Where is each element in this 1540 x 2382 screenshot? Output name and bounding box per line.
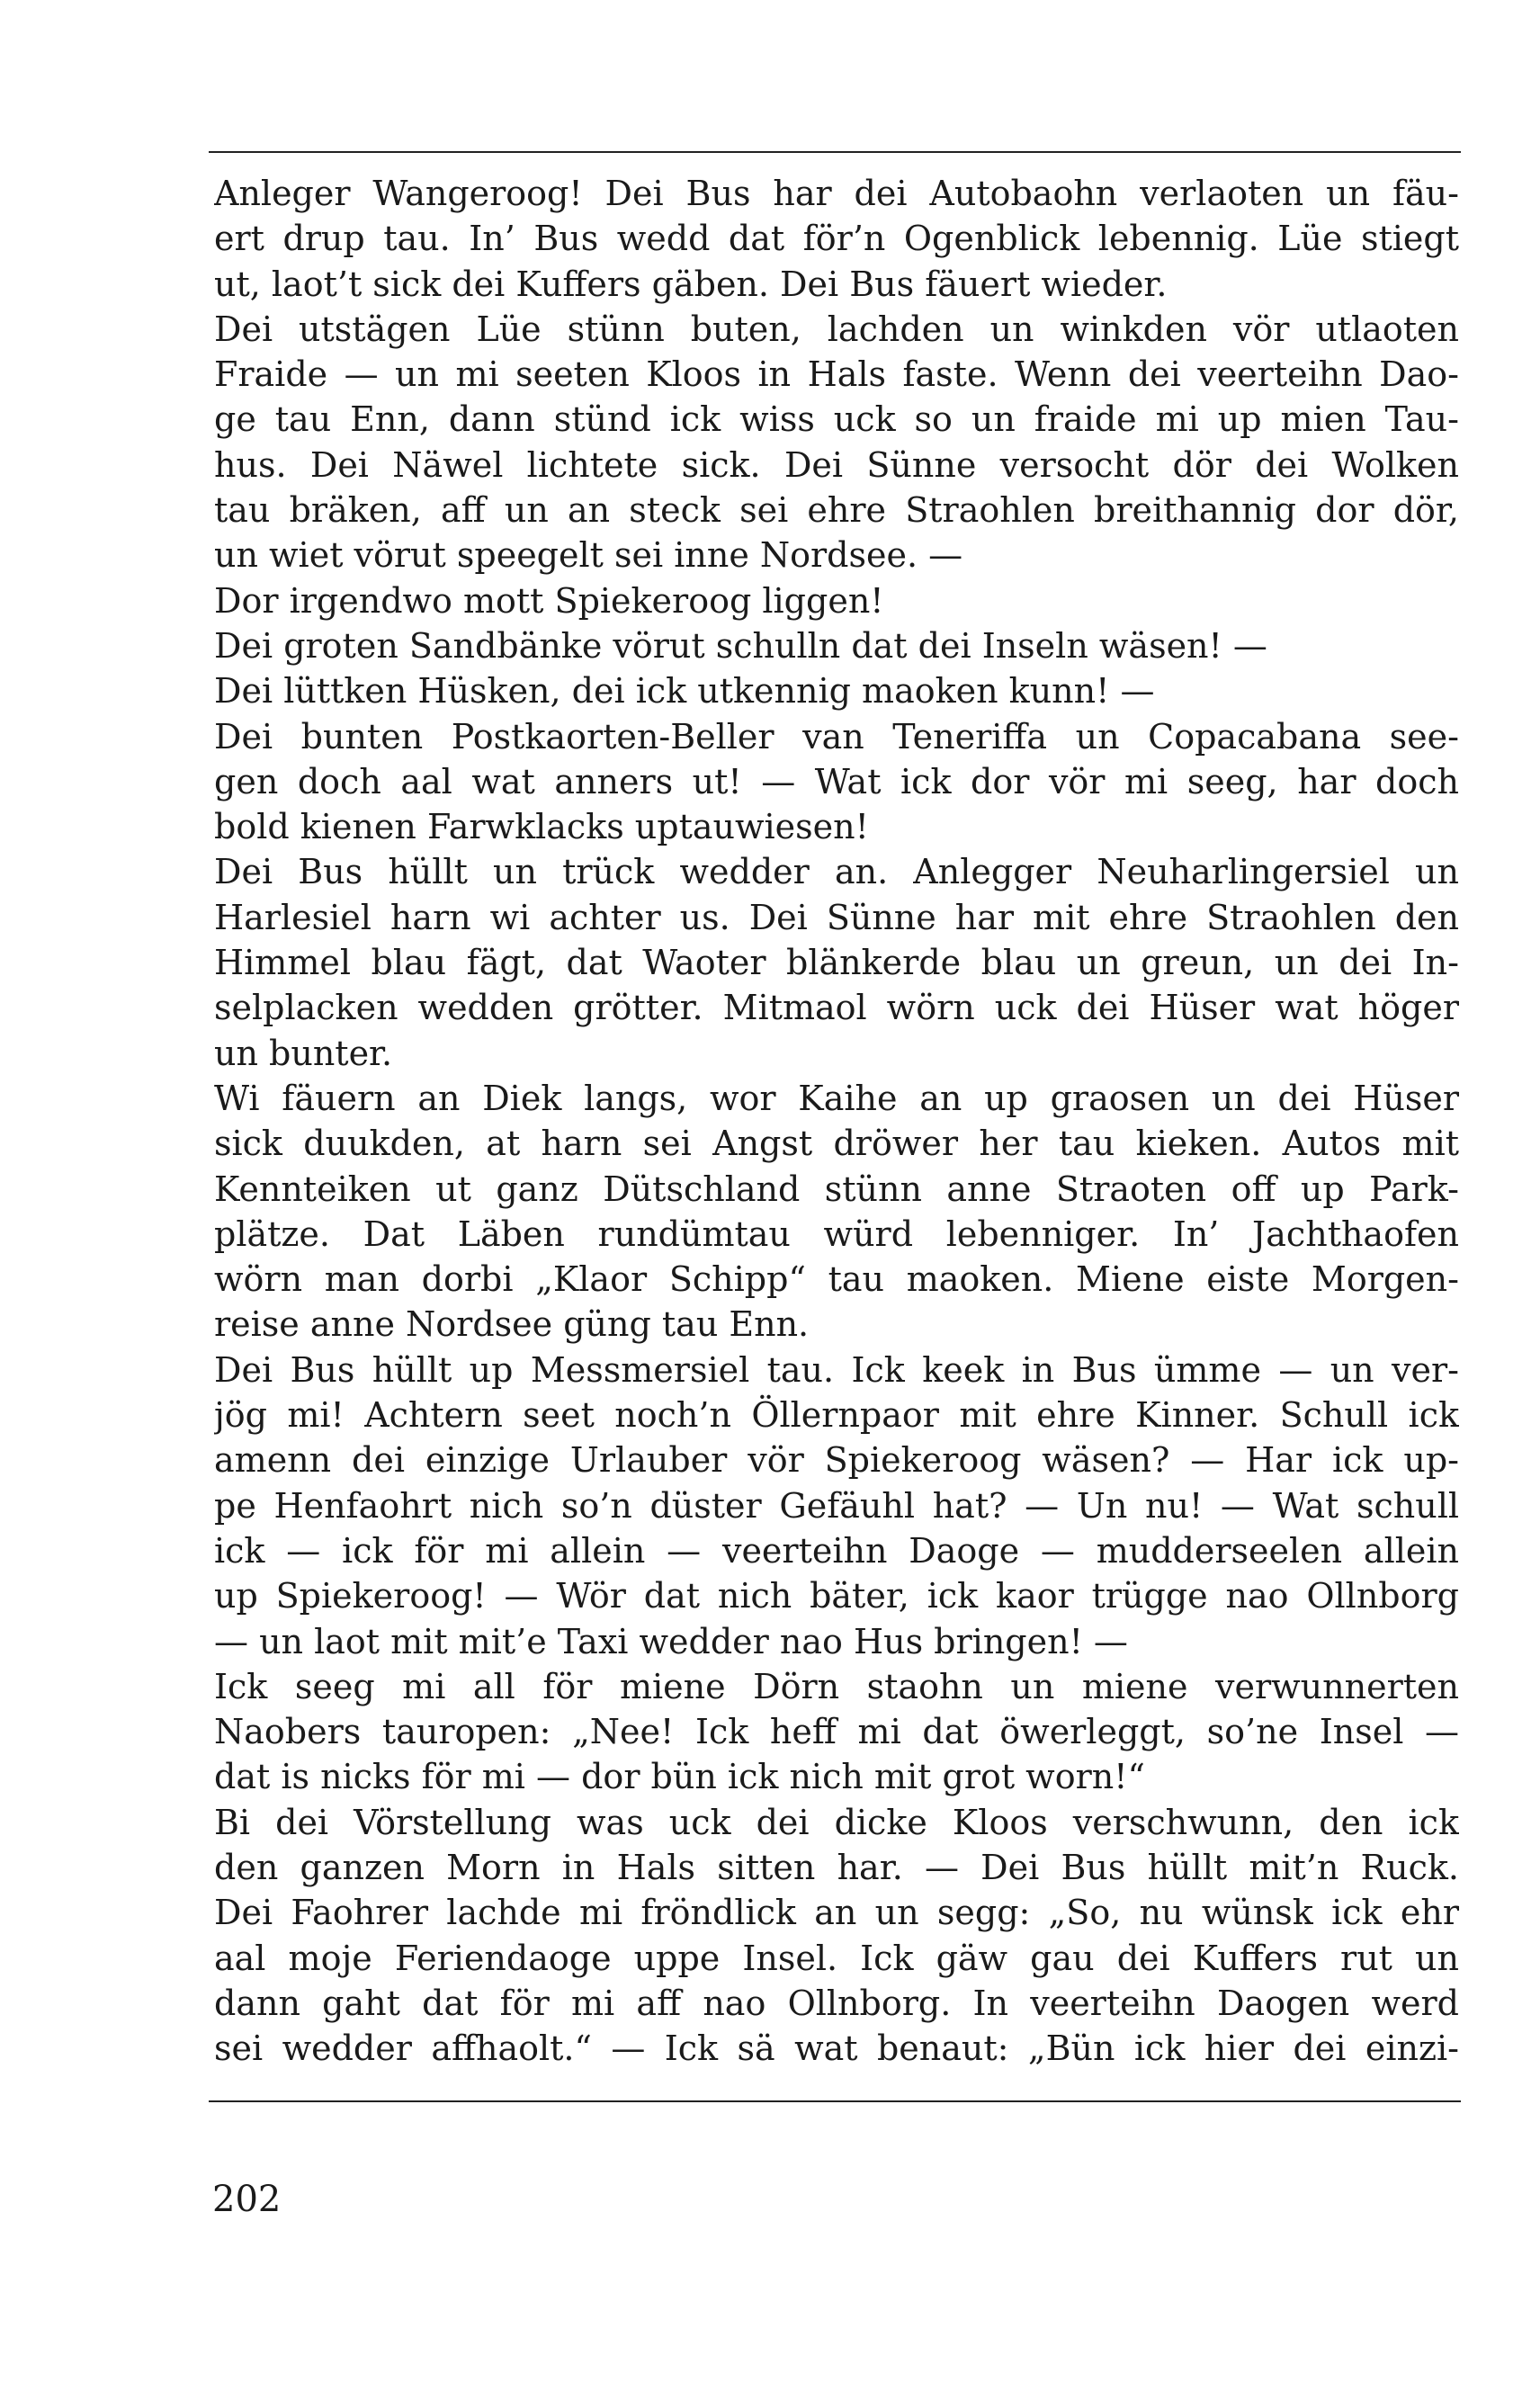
text-line: un bunter.	[214, 1033, 393, 1073]
text-line: jög mi! Achtern seet noch’n Öllernpaor mit ehre Kinner. Schull ick	[214, 1395, 1459, 1436]
text-line: dat is nicks för mi — dor bün ick nich mit grot worn!“	[214, 1757, 1145, 1797]
text-line: Kenntеiken ut ganz Dütschland stünn anne Straoten off up Park-	[214, 1169, 1459, 1209]
text-line: sick duukden, at harn sei Angst dröwer her tau kieken. Autos mit	[214, 1124, 1459, 1164]
text-line: dann gaht dat för mi aff nao Ollnborg. In veerteihn Daogen werd	[214, 1983, 1459, 2023]
text-line: aal moje Feriendaoge uppe Insel. Ick gäw gau dei Kuffers rut un	[214, 1938, 1459, 1978]
text-line: — un laot mit mit’e Taxi wedder nao Hus bringen! —	[214, 1621, 1128, 1661]
text-line: gen doch aal wat anners ut! — Wat ick dor vör mi seeg, har doch	[214, 761, 1459, 801]
text-line: selplacken wedden grötter. Mitmaol wörn uck dei Hüser wat höger	[214, 988, 1459, 1028]
text-line: Ick seeg mi all för miene Dörn staohn un miene verwunnerten	[214, 1666, 1459, 1706]
text-line: plätze. Dat Läben rundümtau würd lebenniger. In’ Jachthaofen	[214, 1213, 1459, 1254]
bottom-rule	[209, 2100, 1461, 2102]
text-line: Dei groten Sandbänke vörut schulln dat dei Inseln wäsen! —	[214, 625, 1267, 666]
top-rule	[209, 151, 1461, 153]
text-line: amenn dei einzige Urlauber vör Spiekeroog wäsen? — Har ick up-	[214, 1440, 1459, 1481]
page-number: 202	[212, 2179, 282, 2220]
text-line: Dei Bus hüllt up Messmersiel tau. Ick keek in Bus ümme — un ver-	[214, 1349, 1459, 1390]
text-line: pe Henfaohrt nich so’n düster Gefäuhl hat? — Un nu! — Wat schull	[214, 1485, 1459, 1526]
text-line: Dei bunten Postkaorten-Beller van Teneriffa un Copacabana see-	[214, 716, 1459, 757]
text-line: ert drup tau. In’ Bus wedd dat för’n Ogenblick lebennig. Lüe stiegt	[214, 219, 1459, 259]
text-line: ut, laot’t sick dei Kuffers gäben. Dei Bus fäuert wieder.	[214, 264, 1168, 304]
text-line: sei wedder affhaolt.“ — Ick sä wat benaut: „Bün ick hier dei einzi-	[214, 2028, 1459, 2069]
text-line: hus. Dei Näwel lichtete sick. Dei Sünne versocht dör dei Wolken	[214, 444, 1459, 485]
text-line: bold kienen Farwklacks uptauwiesen!	[214, 807, 869, 847]
text-line: Wi fäuern an Diek langs, wor Kaihe an up graosen un dei Hüser	[214, 1078, 1459, 1118]
text-line: tau bräken, aff un an steck sei ehre Straohlen breithannig dor dör,	[214, 490, 1459, 531]
text-line: Bi dei Vörstellung was uck dei dicke Kloos verschwunn, den ick	[214, 1802, 1459, 1842]
text-line: un wiet vörut speegelt sei inne Nordsee. —	[214, 535, 963, 576]
text-line: reise anne Nordsee güng tau Enn.	[214, 1304, 810, 1345]
text-line: Anleger Wangeroog! Dei Bus har dei Autobaohn verlaoten un fäu-	[214, 174, 1459, 213]
text-line: Dei Faohrer lachde mi fröndlick an un segg: „So, nu wünsk ick ehr	[214, 1893, 1459, 1933]
text-line: Dor irgendwo mott Spiekeroog liggen!	[214, 580, 884, 621]
text-line: den ganzen Morn in Hals sitten har. — Dei Bus hüllt mit’n Ruck.	[214, 1847, 1459, 1887]
text-line: Dei lüttken Hüsken, dei ick utkennig maoken kunn! —	[214, 671, 1155, 712]
text-line: up Spiekeroog! — Wör dat nich bäter, ick kaor trügge nao Ollnborg	[214, 1576, 1459, 1616]
text-line: Fraide — un mi seeten Kloos in Hals faste. Wenn dei veerteihn Dao-	[214, 354, 1459, 395]
text-line: Harlesiel harn wi achter us. Dei Sünne har mit ehre Straohlen den	[214, 897, 1459, 937]
body-text	[214, 171, 1459, 2071]
text-line: wörn man dorbi „Klaor Schipp“ tau maoken. Miene eiste Morgen-	[214, 1259, 1459, 1300]
text-line: ick — ick för mi allein — veerteihn Daoge — mudderseelen allein	[214, 1530, 1459, 1571]
text-line: Himmel blau fägt, dat Waoter blänkerde blau un greun, un dei In-	[214, 943, 1459, 983]
text-line: ge tau Enn, dann stünd ick wiss uck so un fraide mi up mien Tau-	[214, 399, 1459, 440]
text-line: Dei utstägen Lüe stünn buten, lachden un winkden vör utlaoten	[214, 309, 1459, 349]
text-line: Naobers tauropen: „Nee! Ick heff mi dat öwerleggt, so’ne Insel —	[214, 1712, 1459, 1752]
text-line: Dei Bus hüllt un trück wedder an. Anlegger Neuharlingersiel un	[214, 852, 1459, 892]
